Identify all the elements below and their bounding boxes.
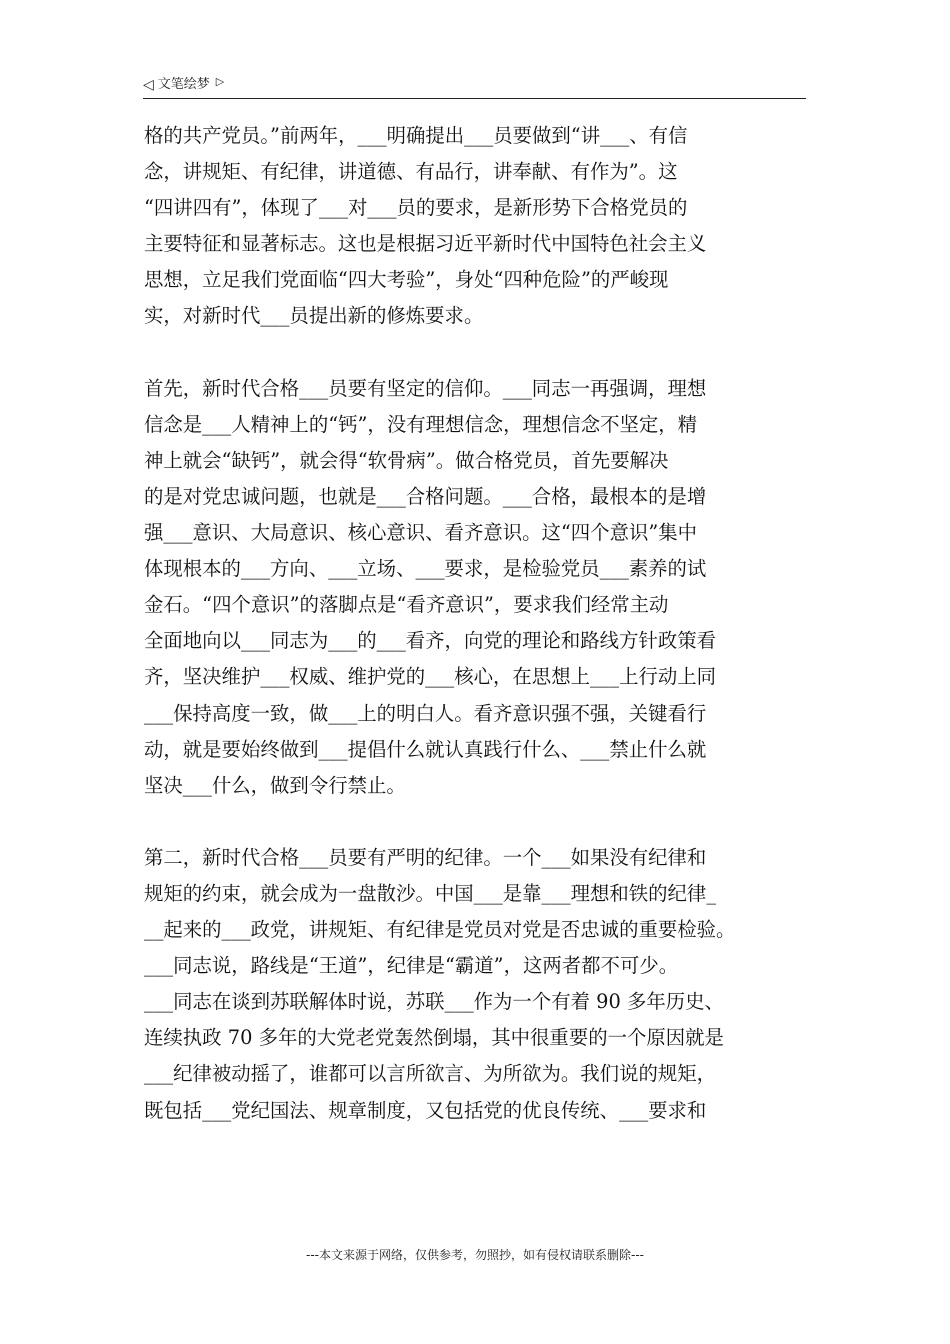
text-line: 念，讲规矩、有纪律，讲道德、有品行，讲奉献、有作为”。这	[144, 160, 678, 184]
text-line: 神上就会“缺钙”，就会得“软骨病”。做合格党员，首先要解决	[144, 448, 669, 472]
text-line: 主要特征和显著标志。这也是根据习近平新时代中国特色社会主义	[144, 232, 707, 256]
paragraph-2	[144, 371, 816, 804]
text-line: 齐，坚决维护___权威、维护党的___核心，在思想上___上行动上同	[144, 665, 717, 689]
header-brand: 文笔绘梦	[157, 77, 210, 92]
text-line: 信念是___人精神上的“钙”，没有理想信念，理想信念不坚定，精	[144, 412, 698, 436]
text-line: 连续执政 70 多年的大党老党轰然倒塌，其中很重要的一个原因就是	[144, 1026, 724, 1050]
text-line: 思想，立足我们党面临“四大考验”，身处“四种危险”的严峻现	[144, 268, 669, 292]
text-line: 坚决___什么，做到令行禁止。	[144, 773, 406, 797]
text-line: 强___意识、大局意识、核心意识、看齐意识。这“四个意识”集中	[144, 521, 698, 545]
text-line: 既包括___党纪国法、规章制度，又包括党的优良传统、___要求和	[144, 1098, 707, 1122]
text-line: 规矩的约束，就会成为一盘散沙。中国___是靠___理想和铁的纪律_	[144, 881, 717, 905]
text-line: 的是对党忠诚问题，也就是___合格问题。___合格，最根本的是增	[144, 484, 707, 508]
left-triangle-icon: ◁	[143, 77, 154, 93]
text-line: 第二，新时代合格___员要有严明的纪律。一个___如果没有纪律和	[144, 845, 707, 869]
text-line: ___同志在谈到苏联解体时说，苏联___作为一个有着 90 多年历史、	[144, 990, 724, 1014]
text-line: ___保持高度一致，做___上的明白人。看齐意识强不强，关键看行	[144, 701, 707, 725]
text-line: 体现根本的___方向、___立场、___要求，是检验党员___素养的试	[144, 557, 707, 581]
page-header	[143, 74, 806, 99]
paragraph-spacer	[144, 335, 816, 371]
text-line: __起来的___政党，讲规矩、有纪律是党员对党是否忠诚的重要检验。	[144, 918, 736, 942]
document-body	[144, 118, 816, 1129]
text-line: 首先，新时代合格___员要有坚定的信仰。___同志一再强调，理想	[144, 376, 707, 400]
text-line: 实，对新时代___员提出新的修炼要求。	[144, 304, 484, 328]
text-line: “四讲四有”，体现了___对___员的要求，是新形势下合格党员的	[144, 196, 688, 220]
text-line: 全面地向以___同志为___的___看齐，向党的理论和路线方针政策看	[144, 629, 717, 653]
paragraph-spacer	[144, 804, 816, 840]
text-line: 格的共产党员。”前两年，___明确提出___员要做到“讲___、有信	[144, 124, 688, 147]
text-line: 金石。“四个意识”的落脚点是“看齐意识”，要求我们经常主动	[144, 593, 669, 617]
text-line: 动，就是要始终做到___提倡什么就认真践行什么、___禁止什么就	[144, 737, 707, 761]
paragraph-1	[144, 118, 816, 335]
right-triangle-icon: ▷	[215, 75, 225, 88]
paragraph-3	[144, 840, 816, 1129]
page-footer: ---本文来源于网络，仅供参考，勿照抄，如有侵权请联系删除---	[306, 1248, 644, 1262]
text-line: ___纪律被动摇了，谁都可以言所欲言、为所欲为。我们说的规矩，	[144, 1062, 717, 1086]
text-line: ___同志说，路线是“王道”，纪律是“霸道”，这两者都不可少。	[144, 954, 679, 978]
